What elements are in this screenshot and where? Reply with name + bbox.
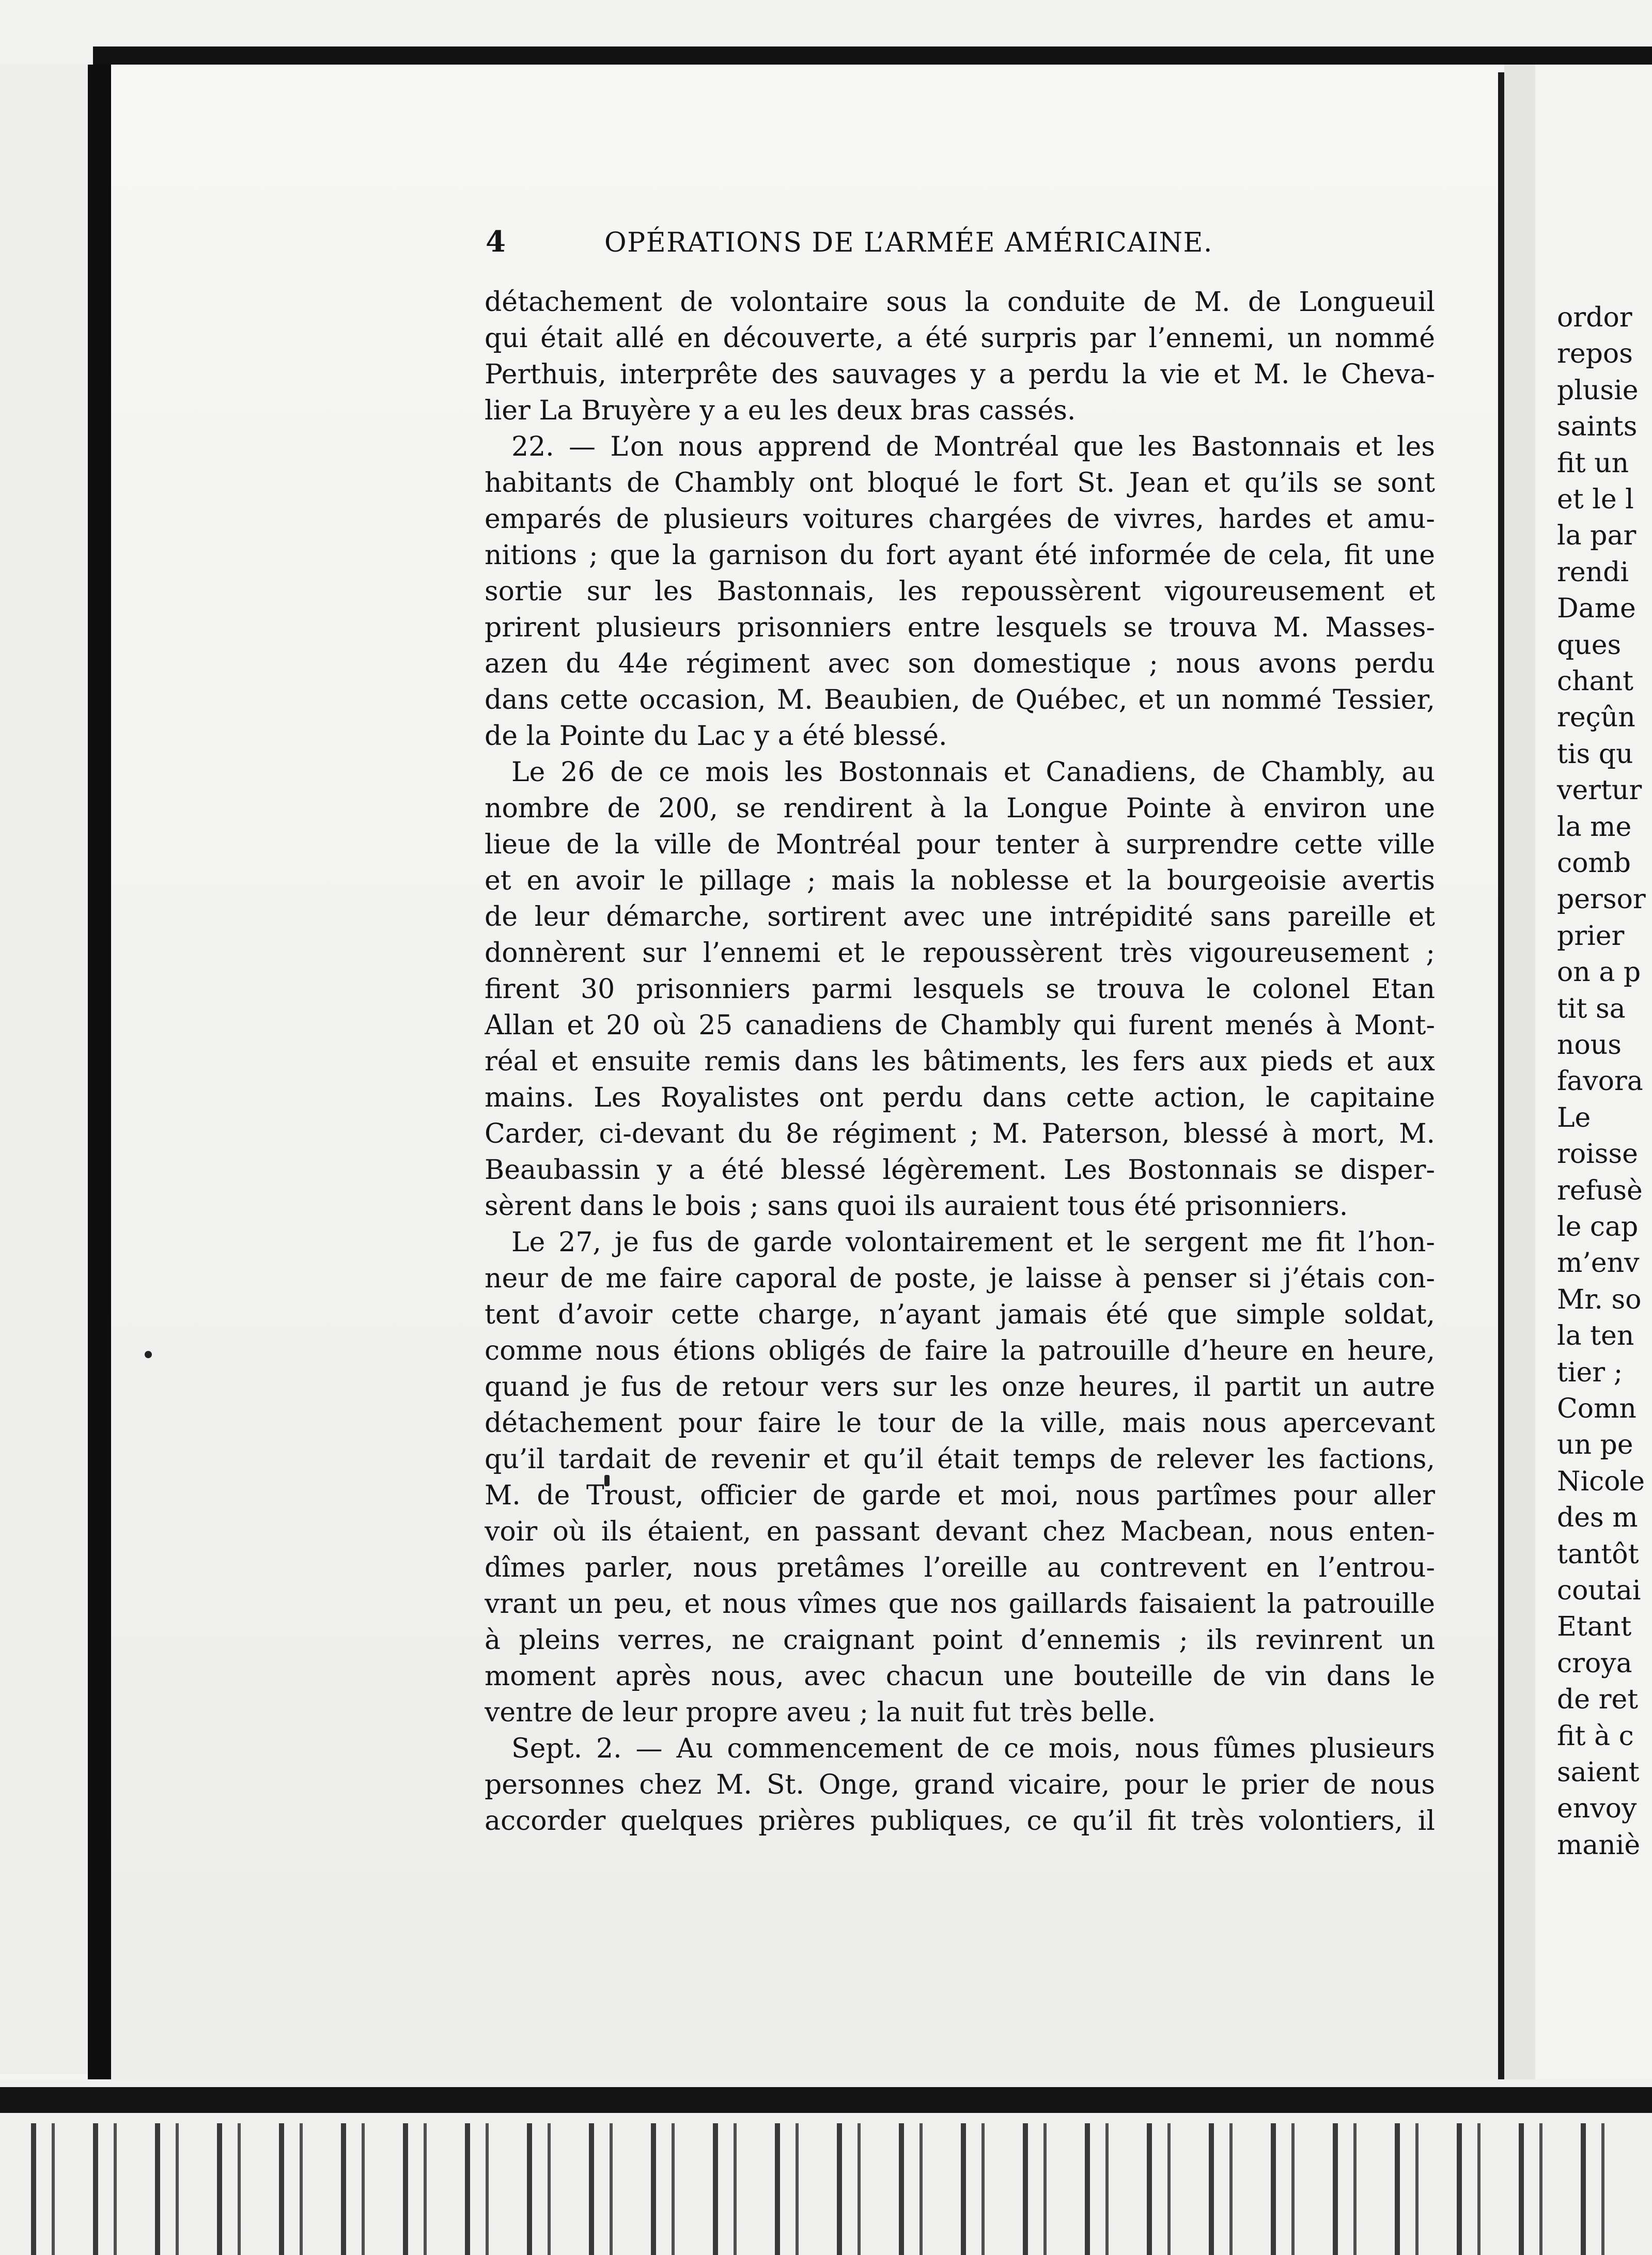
facing-page-fragment: tis qu	[1557, 739, 1633, 770]
facing-page-fragment: de ret	[1557, 1684, 1639, 1715]
facing-page-fragment: reçûn	[1557, 702, 1635, 733]
text-line: dans cette occasion, M. Beaubien, de Québec, et un nommé Tessier,	[485, 685, 1435, 716]
text-line: comme nous étions obligés de faire la patrouille d’heure en heure,	[485, 1335, 1435, 1366]
text-line: accorder quelques prières publiques, ce qu’il fit très volontiers, il	[485, 1806, 1435, 1837]
scan-left-margin	[0, 65, 88, 2074]
facing-page-fragment: refusè	[1557, 1175, 1643, 1206]
facing-page-fragment: croya	[1557, 1648, 1632, 1679]
text-line: réal et ensuite remis dans les bâtiments, les fers aux pieds et aux	[485, 1046, 1435, 1077]
text-line: lieue de la ville de Montréal pour tenter à surprendre cette ville	[485, 829, 1435, 860]
facing-page-fragment: Mr. so	[1557, 1284, 1642, 1315]
facing-page-fragment: persor	[1557, 884, 1646, 915]
text-line: sortie sur les Bastonnais, les repoussèrent vigoureusement et	[485, 576, 1435, 607]
text-line: personnes chez M. St. Onge, grand vicaire, pour le prier de nous	[485, 1769, 1435, 1800]
book-gutter	[1504, 65, 1535, 2079]
scan-bottom-artifacts	[31, 2123, 1632, 2255]
facing-page-fragment: chant	[1557, 666, 1634, 697]
text-line: donnèrent sur l’ennemi et le repoussèrent très vigoureusement ;	[485, 938, 1435, 969]
text-line: détachement de volontaire sous la conduite de M. de Longueuil	[485, 287, 1435, 318]
text-line: sèrent dans le bois ; sans quoi ils auraient tous été prisonniers.	[485, 1191, 1348, 1222]
text-line: nombre de 200, se rendirent à la Longue Pointe à environ une	[485, 793, 1435, 824]
facing-page-fragment: ordor	[1557, 302, 1632, 333]
text-line: M. de Troust, officier de garde et moi, nous partîmes pour aller	[485, 1480, 1435, 1511]
text-line: neur de me faire caporal de poste, je laisse à penser si j’étais con-	[485, 1263, 1435, 1294]
facing-page-fragment: la par	[1557, 520, 1637, 551]
text-line: quand je fus de retour vers sur les onze heures, il partit un autre	[485, 1372, 1435, 1403]
facing-page-fragment: vertur	[1557, 775, 1642, 806]
facing-page-fragment: et le l	[1557, 484, 1634, 515]
facing-page-fragment: ques	[1557, 630, 1622, 661]
ink-speck	[145, 1351, 152, 1358]
text-line: 22. — L’on nous apprend de Montréal que les Bastonnais et les	[511, 431, 1435, 462]
facing-page-fragment: tit sa	[1557, 993, 1626, 1024]
facing-page-fragment: coutai	[1557, 1575, 1641, 1606]
text-line: lier La Bruyère y a eu les deux bras cassés.	[485, 395, 1076, 426]
facing-page-fragment: maniè	[1557, 1830, 1641, 1861]
text-line: Perthuis, interprête des sauvages y a perdu la vie et M. le Cheva-	[485, 359, 1435, 390]
facing-page-fragment: la ten	[1557, 1320, 1634, 1351]
facing-page-fragment: le cap	[1557, 1211, 1639, 1242]
facing-page-fragment: Nicole	[1557, 1466, 1645, 1497]
facing-page-fragment: fit un	[1557, 448, 1629, 479]
text-line: de la Pointe du Lac y a été blessé.	[485, 721, 947, 752]
text-line: vrant un peu, et nous vîmes que nos gaillards faisaient la patrouille	[485, 1589, 1435, 1620]
text-line: et en avoir le pillage ; mais la noblesse et la bourgeoisie avertis	[485, 865, 1435, 896]
text-line: ventre de leur propre aveu ; la nuit fut très belle.	[485, 1697, 1156, 1728]
body-text	[485, 284, 1435, 1839]
facing-page-fragment: fit à c	[1557, 1721, 1634, 1752]
text-line: Sept. 2. — Au commencement de ce mois, nous fûmes plusieurs	[511, 1733, 1435, 1764]
text-line: Le 27, je fus de garde volontairement et le sergent me fit l’hon-	[511, 1227, 1435, 1258]
text-line: qu’il tardait de revenir et qu’il était temps de relever les factions,	[485, 1444, 1435, 1475]
text-line: prirent plusieurs prisonniers entre lesquels se trouva M. Masses-	[485, 612, 1435, 643]
facing-page-fragment: plusie	[1557, 375, 1639, 406]
facing-page-fragment: roisse	[1557, 1139, 1638, 1170]
facing-page-fragment: un pe	[1557, 1429, 1633, 1460]
facing-page-fragment: Comn	[1557, 1393, 1637, 1424]
facing-page-fragment: Le	[1557, 1102, 1591, 1133]
page-number: 4	[486, 225, 507, 259]
facing-page-fragment: on a p	[1557, 957, 1641, 988]
text-line: mains. Les Royalistes ont perdu dans cette action, le capitaine	[485, 1082, 1435, 1113]
scan-left-border	[88, 65, 111, 2255]
facing-page-fragment: Dame	[1557, 593, 1636, 624]
text-line: qui était allé en découverte, a été surpris par l’ennemi, un nommé	[485, 323, 1435, 354]
facing-page-fragment: Etant	[1557, 1611, 1632, 1642]
facing-page-fragment: la me	[1557, 812, 1632, 843]
text-line: emparés de plusieurs voitures chargées de vivres, hardes et amu-	[485, 504, 1435, 535]
facing-page-fragment: favora	[1557, 1066, 1643, 1097]
text-line: nitions ; que la garnison du fort ayant été informée de cela, fit une	[485, 540, 1435, 571]
text-line: firent 30 prisonniers parmi lesquels se trouva le colonel Etan	[485, 974, 1435, 1005]
facing-page-fragment: saient	[1557, 1757, 1640, 1788]
scan-top-border	[93, 46, 1652, 67]
text-line: détachement pour faire le tour de la ville, mais nous apercevant	[485, 1408, 1435, 1439]
text-line: Le 26 de ce mois les Bostonnais et Canadiens, de Chambly, au	[511, 757, 1435, 788]
facing-page-fragment: rendi	[1557, 557, 1629, 588]
facing-page-fragment: saints	[1557, 411, 1638, 442]
running-title: OPÉRATIONS DE L’ARMÉE AMÉRICAINE.	[604, 227, 1213, 258]
page-edge-line	[1498, 72, 1504, 2087]
text-line: Carder, ci-devant du 8e régiment ; M. Paterson, blessé à mort, M.	[485, 1118, 1435, 1149]
scan-bottom-border	[0, 2087, 1652, 2113]
text-line: Allan et 20 où 25 canadiens de Chambly qui furent menés à Mont-	[485, 1010, 1435, 1041]
text-line: voir où ils étaient, en passant devant chez Macbean, nous enten-	[485, 1516, 1435, 1547]
text-line: habitants de Chambly ont bloqué le fort St. Jean et qu’ils se sont	[485, 468, 1435, 499]
facing-page-fragment: des m	[1557, 1502, 1638, 1533]
text-line: de leur démarche, sortirent avec une intrépidité sans pareille et	[485, 901, 1435, 932]
running-head	[486, 225, 1302, 266]
text-line: dîmes parler, nous pretâmes l’oreille au contrevent en l’entrou-	[485, 1552, 1435, 1583]
facing-page-fragment: m’env	[1557, 1248, 1640, 1279]
facing-page-fragment: tier ;	[1557, 1357, 1623, 1388]
facing-page-fragment: comb	[1557, 848, 1631, 879]
facing-page-sliver	[1535, 65, 1652, 2079]
facing-page-fragment: tantôt	[1557, 1539, 1639, 1570]
facing-page-fragment: nous	[1557, 1030, 1622, 1061]
facing-page-fragment: envoy	[1557, 1793, 1637, 1824]
facing-page-fragment: repos	[1557, 338, 1633, 369]
text-line: à pleins verres, ne craignant point d’ennemis ; ils revinrent un	[485, 1625, 1435, 1656]
facing-page-fragment: prier	[1557, 921, 1625, 952]
text-line: tent d’avoir cette charge, n’ayant jamais été que simple soldat,	[485, 1299, 1435, 1330]
text-line: Beaubassin y a été blessé légèrement. Les Bostonnais se disper-	[485, 1155, 1435, 1186]
text-line: moment après nous, avec chacun une bouteille de vin dans le	[485, 1661, 1435, 1692]
text-line: azen du 44e régiment avec son domestique ; nous avons perdu	[485, 648, 1435, 679]
